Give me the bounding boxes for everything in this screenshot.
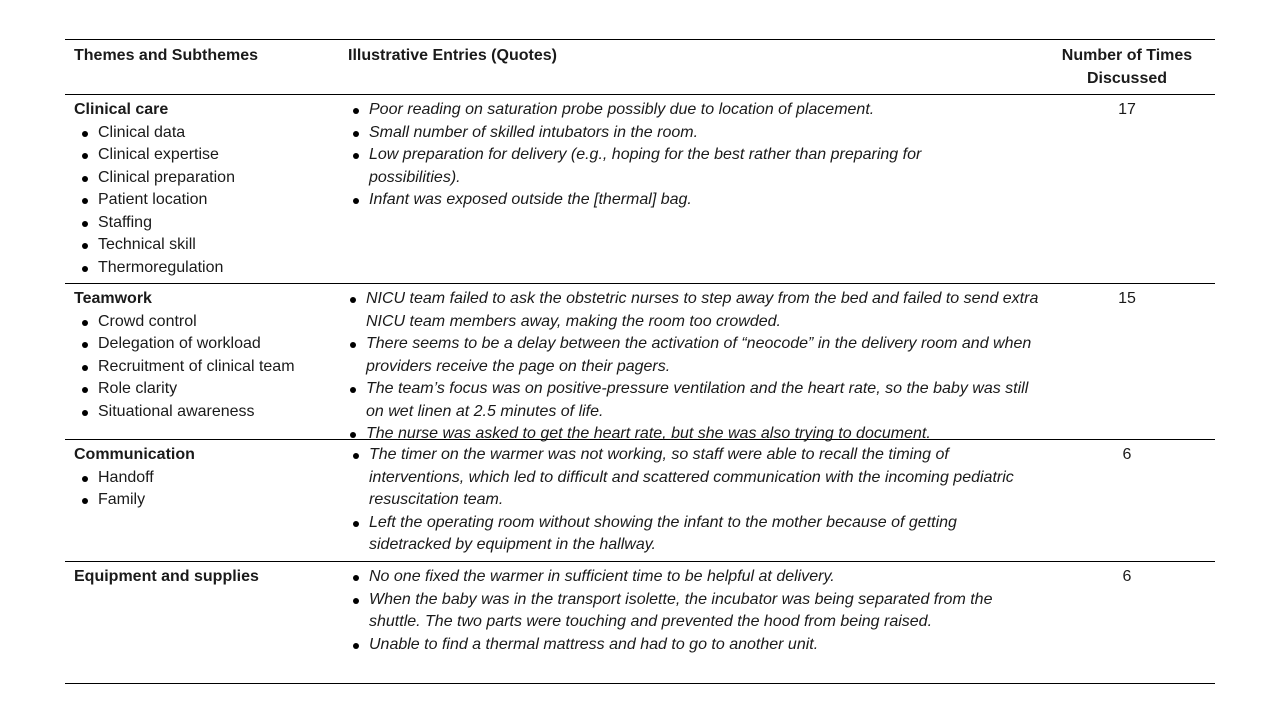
count-cell: 17 — [1118, 101, 1136, 118]
subtheme-list — [74, 467, 339, 512]
quote-item: Poor reading on saturation probe possibly due to location of placement. — [346, 99, 1039, 122]
subtheme-list — [74, 311, 339, 424]
subtheme-item: Clinical preparation — [74, 167, 339, 190]
count-cell: 6 — [1122, 446, 1132, 463]
quotes-cell — [339, 440, 1039, 561]
quote-item: The nurse was asked to get the heart rate, but she was also trying to document. — [343, 423, 1039, 446]
quote-item: NICU team failed to ask the obstetric nurses to step away from the bed and failed to send extra NICU team members away, making the room too crowded. — [343, 288, 1039, 333]
header-count: Number of Times Discussed — [1061, 47, 1193, 87]
quote-item: No one fixed the warmer in sufficient time to be helpful at delivery. — [346, 566, 1039, 589]
subtheme-item: Role clarity — [74, 378, 339, 401]
subtheme-item: Thermoregulation — [74, 257, 339, 280]
quote-item: The timer on the warmer was not working, so staff were able to recall the timing of interventions, which led to difficult and scattered communication with the incoming pediatric resuscitation team. — [346, 444, 1039, 512]
count-cell: 15 — [1118, 290, 1136, 307]
theme-cell — [65, 95, 339, 283]
subtheme-item: Staffing — [74, 212, 339, 235]
theme-title: Equipment and supplies — [74, 568, 259, 585]
theme-cell — [65, 562, 339, 683]
theme-title: Clinical care — [74, 101, 169, 118]
subtheme-item: Clinical data — [74, 122, 339, 145]
quote-list — [346, 444, 1039, 557]
quote-item: When the baby was in the transport isolette, the incubator was being separated from the shuttle. The two parts were touching and prevented the hood from being raised. — [346, 589, 1039, 634]
subtheme-item: Situational awareness — [74, 401, 339, 424]
quote-item: Unable to find a thermal mattress and had to go to another unit. — [346, 634, 1039, 657]
quote-item: Left the operating room without showing the infant to the mother because of getting sidetracked by equipment in the hallway. — [346, 512, 1039, 557]
subtheme-item: Clinical expertise — [74, 144, 339, 167]
header-quotes: Illustrative Entries (Quotes) — [348, 47, 557, 64]
table-header-row — [65, 40, 1215, 95]
quote-item: Infant was exposed outside the [thermal] bag. — [346, 189, 1039, 212]
quote-item: Small number of skilled intubators in the room. — [346, 122, 1039, 145]
themes-table — [65, 39, 1215, 684]
header-themes: Themes and Subthemes — [74, 47, 259, 64]
table-row — [65, 95, 1215, 284]
subtheme-item: Technical skill — [74, 234, 339, 257]
theme-title: Communication — [74, 446, 195, 463]
quotes-cell — [339, 95, 1039, 283]
theme-cell — [65, 284, 339, 439]
subtheme-item: Handoff — [74, 467, 339, 490]
quotes-cell — [339, 562, 1039, 683]
quote-list — [346, 566, 1039, 656]
table-row — [65, 562, 1215, 684]
quote-item: There seems to be a delay between the activation of “neocode” in the delivery room and when providers receive the page on their pagers. — [343, 333, 1039, 378]
quote-item: Low preparation for delivery (e.g., hoping for the best rather than preparing for possibilities). — [346, 144, 1039, 189]
subtheme-item: Patient location — [74, 189, 339, 212]
subtheme-item: Crowd control — [74, 311, 339, 334]
subtheme-item: Recruitment of clinical team — [74, 356, 339, 379]
theme-title: Teamwork — [74, 290, 152, 307]
count-cell: 6 — [1122, 568, 1132, 585]
quote-list — [343, 288, 1039, 446]
subtheme-item: Delegation of workload — [74, 333, 339, 356]
quote-item: The team’s focus was on positive-pressure ventilation and the heart rate, so the baby was still on wet linen at 2.5 minutes of life. — [343, 378, 1039, 423]
table-row — [65, 284, 1215, 440]
subtheme-list — [74, 122, 339, 280]
quotes-cell — [339, 284, 1039, 442]
theme-cell — [65, 440, 339, 561]
subtheme-item: Family — [74, 489, 339, 512]
table-row — [65, 440, 1215, 562]
quote-list — [346, 99, 1039, 212]
